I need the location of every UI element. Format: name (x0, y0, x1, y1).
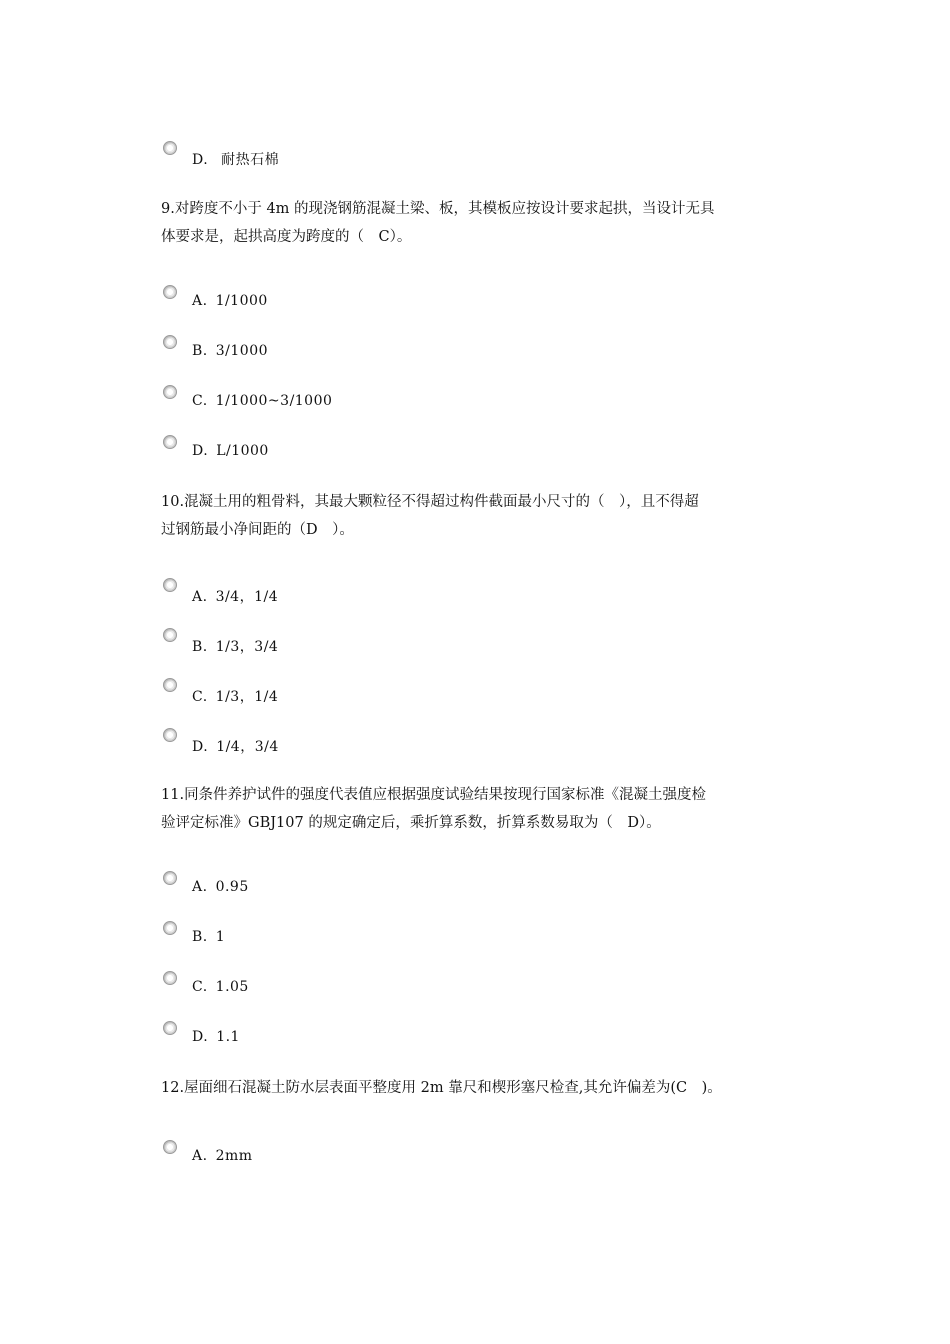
option-text: 耐热石棉 (221, 152, 280, 168)
option-q9-d (192, 443, 269, 459)
radio-q10-c[interactable] (163, 678, 177, 692)
question-number: 11. (161, 787, 185, 803)
option-label: B. (192, 639, 208, 655)
option-q9-b (192, 343, 268, 359)
option-label: B. (192, 929, 208, 945)
question-text: 对跨度不小于 4m 的现浇钢筋混凝土梁、板，其模板应按设计要求起拱，当设计无具 (174, 201, 715, 217)
question-number: 10. (161, 494, 185, 510)
radio-q11-a[interactable] (163, 871, 177, 885)
option-text: 3/4，1/4 (215, 589, 279, 605)
option-text: 1/3，3/4 (215, 639, 279, 655)
option-q8-d (192, 149, 279, 169)
option-text: 1/1000~3/1000 (215, 393, 333, 409)
radio-q12-a[interactable] (163, 1140, 177, 1154)
question-line: 过钢筋最小净间距的（D ）。 (161, 522, 354, 538)
option-text: 3/1000 (215, 343, 269, 359)
option-q10-a (192, 586, 278, 606)
question-number: 9. (161, 201, 175, 217)
option-text: 1.1 (216, 1029, 240, 1045)
question-line (161, 197, 715, 221)
option-label: C. (192, 393, 208, 409)
question-line (161, 783, 706, 807)
question-line (161, 490, 699, 514)
question-text: 屋面细石混凝土防水层表面平整度用 2m 靠尺和楔形塞尺检查,其允许偏差为(C )。 (184, 1080, 722, 1096)
question-12 (161, 1076, 722, 1100)
option-label: A. (192, 589, 208, 605)
question-number: 12. (161, 1080, 185, 1096)
option-text: 1/4，3/4 (216, 739, 279, 755)
question-10 (161, 490, 699, 542)
option-text: 2mm (215, 1148, 253, 1164)
radio-q9-c[interactable] (163, 385, 177, 399)
option-q11-a (192, 879, 249, 895)
option-q11-d (192, 1029, 240, 1045)
option-text: L/1000 (216, 443, 269, 459)
option-q11-b (192, 929, 225, 945)
question-text: 混凝土用的粗骨料，其最大颗粒径不得超过构件截面最小尺寸的（ ），且不得超 (184, 494, 699, 510)
option-q12-a (192, 1148, 253, 1164)
radio-q11-c[interactable] (163, 971, 177, 985)
radio-q10-d[interactable] (163, 728, 177, 742)
option-text: 1/1000 (215, 293, 268, 309)
option-label: D. (192, 739, 209, 755)
question-line (161, 1076, 722, 1100)
radio-q9-d[interactable] (163, 435, 177, 449)
radio-q8-d[interactable] (163, 141, 177, 155)
question-9 (161, 197, 715, 249)
radio-q10-b[interactable] (163, 628, 177, 642)
option-q9-a (192, 293, 268, 309)
radio-q10-a[interactable] (163, 578, 177, 592)
question-line: 验评定标准》GBJ107 的规定确定后，乘折算系数，折算系数易取为（ D）。 (161, 815, 661, 831)
option-q11-c (192, 979, 249, 995)
option-q9-c (192, 393, 332, 409)
question-text: 同条件养护试件的强度代表值应根据强度试验结果按现行国家标准《混凝土强度检 (184, 787, 707, 803)
option-label: D. (192, 443, 209, 459)
option-label: A. (192, 1148, 208, 1164)
radio-q11-d[interactable] (163, 1021, 177, 1035)
option-label: D. (192, 152, 209, 168)
option-text: 1 (215, 929, 226, 945)
option-text: 0.95 (215, 879, 249, 895)
option-label: D. (192, 1029, 209, 1045)
radio-q9-b[interactable] (163, 335, 177, 349)
option-q10-d (192, 736, 279, 756)
option-q10-c (192, 686, 278, 706)
option-q10-b (192, 636, 278, 656)
question-line: 体要求是，起拱高度为跨度的（ C）。 (161, 229, 412, 245)
option-label: A. (192, 879, 208, 895)
radio-q9-a[interactable] (163, 285, 177, 299)
radio-q11-b[interactable] (163, 921, 177, 935)
question-11 (161, 783, 706, 835)
option-label: C. (192, 979, 208, 995)
option-text: 1/3，1/4 (215, 689, 279, 705)
option-label: B. (192, 343, 208, 359)
option-label: A. (192, 293, 208, 309)
option-text: 1.05 (215, 979, 249, 995)
option-label: C. (192, 689, 208, 705)
